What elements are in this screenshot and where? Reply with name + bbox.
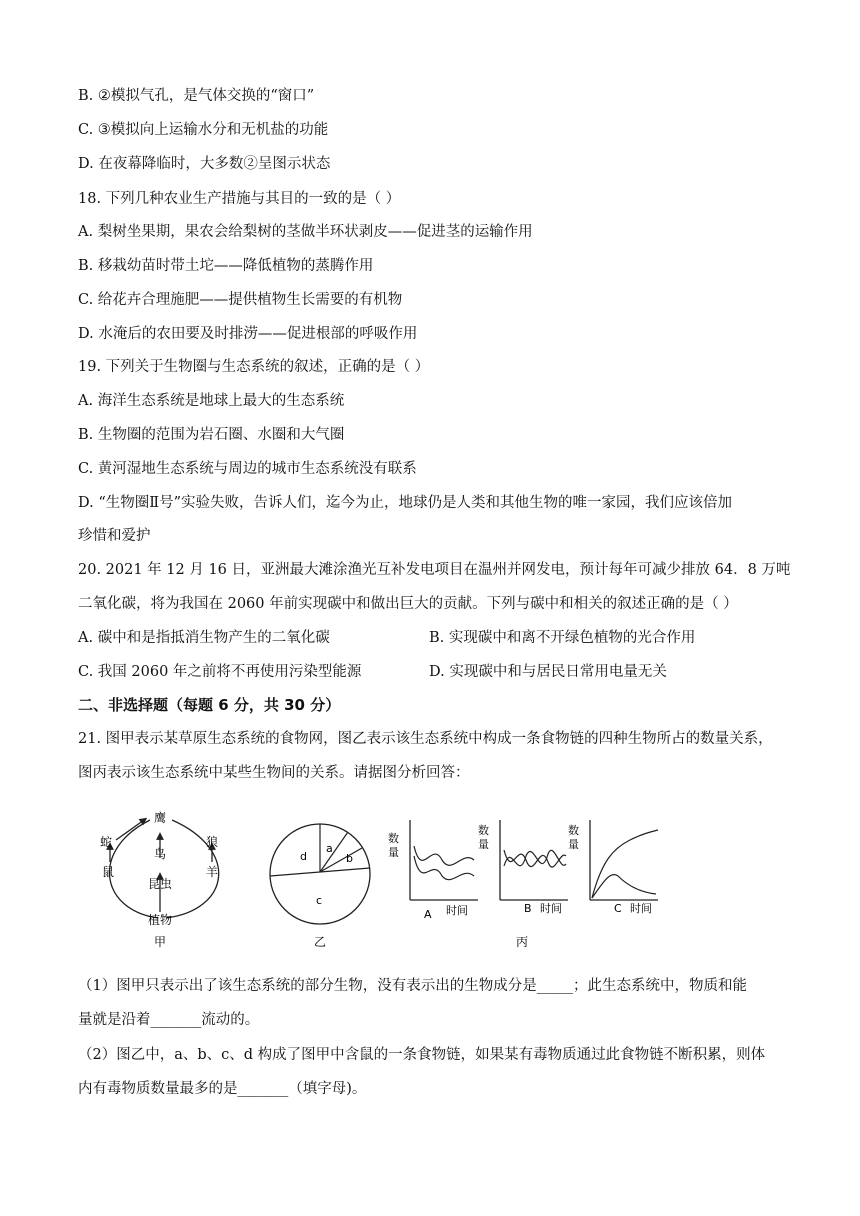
q19-option-d-line2: 珍惜和爱护 — [78, 528, 151, 544]
xlabel-c: 时间 — [630, 902, 652, 915]
node-mouse: 鼠 — [102, 865, 115, 879]
node-hawk: 鹰 — [154, 811, 167, 825]
q21-stem-line2: 图丙表示该生态系统中某些生物间的关系。请据图分析回答： — [78, 765, 470, 781]
figure-yi-pie — [264, 800, 384, 960]
pie-label-c: c — [316, 894, 323, 907]
q19-stem: 19. 下列关于生物圈与生态系统的叙述，正确的是（ ） — [78, 359, 430, 375]
panel-label-b: B — [524, 902, 532, 915]
figure-bing-graphs — [380, 800, 700, 960]
q20-option-a: A. 碳中和是指抵消生物产生的二氧化碳 — [78, 630, 330, 646]
node-sheep: 羊 — [206, 865, 219, 879]
q21-part1-line1: （1）图甲只表示出了该生态系统的部分生物，没有表示出的生物成分是_____；此生态系统中，物质和能 — [78, 978, 747, 994]
q20-stem-line2: 二氧化碳，将为我国在 2060 年前实现碳中和做出巨大的贡献。下列与碳中和相关的叙述正确的是（ ） — [78, 596, 738, 612]
ylabel-a-1: 数 — [388, 832, 399, 845]
panel-label-c: C — [614, 902, 622, 915]
q17-option-b: B. ②模拟气孔，是气体交换的“窗口” — [78, 88, 315, 104]
q21-part2-line2: 内有毒物质数量最多的是_______（填字母)。 — [78, 1081, 367, 1097]
q20-stem-line1: 20. 2021 年 12 月 16 日，亚洲最大滩涂渔光互补发电项目在温州并网发电，预计每年可减少排放 64．8 万吨 — [78, 562, 791, 578]
caption-bing: 丙 — [516, 935, 529, 949]
caption-yi: 乙 — [314, 935, 327, 949]
panel-label-a: A — [424, 908, 432, 921]
node-insect: 昆虫 — [148, 877, 173, 891]
q20-option-c: C. 我国 2060 年之前将不再使用污染型能源 — [78, 664, 362, 680]
q19-option-c: C. 黄河湿地生态系统与周边的城市生态系统没有联系 — [78, 461, 417, 477]
ylabel-b-1: 数 — [478, 824, 489, 837]
q19-option-d-line1: D. “生物圈Ⅱ号”实验失败，告诉人们，迄今为止，地球仍是人类和其他生物的唯一家园，我们应该倍加 — [78, 495, 733, 511]
pie-label-b: b — [346, 852, 353, 865]
q21-part1-line2: 量就是沿着_______流动的。 — [78, 1012, 260, 1028]
q17-option-c: C. ③模拟向上运输水分和无机盐的功能 — [78, 122, 329, 138]
q18-option-a: A. 梨树坐果期，果农会给梨树的茎做半环状剥皮——促进茎的运输作用 — [78, 224, 533, 240]
q18-stem: 18. 下列几种农业生产措施与其目的一致的是（ ） — [78, 191, 401, 207]
q18-option-b: B. 移栽幼苗时带土坨——降低植物的蒸腾作用 — [78, 258, 374, 274]
q19-option-a: A. 海洋生态系统是地球上最大的生态系统 — [78, 393, 345, 409]
q20-option-d: D. 实现碳中和与居民日常用电量无关 — [429, 664, 667, 680]
q21-stem-line1: 21. 图甲表示某草原生态系统的食物网，图乙表示该生态系统中构成一条食物链的四种生物所占的数量关系， — [78, 731, 773, 747]
q21-part2-line1: （2）图乙中，a、b、c、d 构成了图甲中含鼠的一条食物链，如果某有毒物质通过此食物链不断积累，则体 — [78, 1047, 766, 1063]
figure-jia-food-web — [80, 800, 260, 960]
ylabel-c-2: 量 — [568, 838, 579, 851]
xlabel-a: 时间 — [446, 904, 468, 917]
q20-option-b: B. 实现碳中和离不开绿色植物的光合作用 — [429, 630, 696, 646]
node-snake: 蛇 — [100, 835, 113, 849]
ylabel-b-2: 量 — [478, 838, 489, 851]
q19-option-b: B. 生物圈的范围为岩石圈、水圈和大气圈 — [78, 427, 345, 443]
xlabel-b: 时间 — [540, 902, 562, 915]
pie-label-d: d — [300, 850, 307, 863]
q17-option-d: D. 在夜幕降临时，大多数②呈图示状态 — [78, 156, 331, 172]
node-wolf: 狼 — [206, 835, 219, 849]
caption-jia: 甲 — [154, 935, 167, 949]
q18-option-c: C. 给花卉合理施肥——提供植物生长需要的有机物 — [78, 292, 403, 308]
ylabel-a-2: 量 — [388, 846, 399, 859]
pie-label-a: a — [326, 842, 333, 855]
section-heading: 二、非选择题（每题 6 分，共 30 分） — [78, 696, 341, 714]
node-plant: 植物 — [148, 913, 173, 927]
node-bird: 鸟 — [154, 847, 167, 861]
q18-option-d: D. 水淹后的农田要及时排涝——促进根部的呼吸作用 — [78, 326, 418, 342]
ylabel-c-1: 数 — [568, 824, 579, 837]
